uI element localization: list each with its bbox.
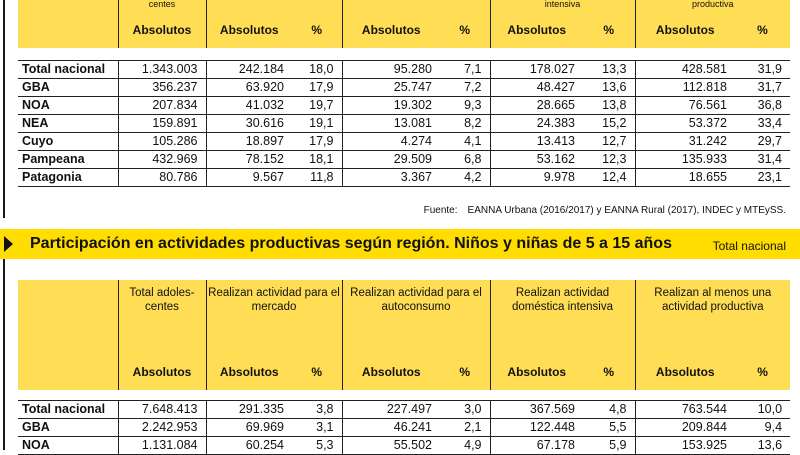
table-cell: 207.834 (118, 96, 206, 114)
column-header: % (735, 354, 790, 390)
table-cell: 13,8 (583, 96, 635, 114)
table-cell: 31,4 (735, 150, 790, 168)
top-data-table (18, 0, 790, 187)
table-cell: 432.969 (118, 150, 206, 168)
table-cell: 31.242 (635, 132, 735, 150)
table-cell: 12,4 (583, 168, 635, 186)
table-cell: 5,3 (292, 436, 342, 454)
column-header: Absolutos (635, 12, 735, 48)
column-header: Absolutos (342, 354, 440, 390)
table-cell: 18,1 (292, 150, 342, 168)
table-cell: 291.335 (206, 400, 292, 418)
row-label: GBA (18, 418, 118, 436)
table-cell: 48.427 (490, 78, 583, 96)
table-cell: 17,9 (292, 78, 342, 96)
table-cell: 53.162 (490, 150, 583, 168)
row-label: Total nacional (18, 60, 118, 78)
table-cell: 12,7 (583, 132, 635, 150)
column-header: Absolutos (118, 12, 206, 48)
table-cell: 112.818 (635, 78, 735, 96)
table-cell: 28.665 (490, 96, 583, 114)
table-cell: 29,7 (735, 132, 790, 150)
table-cell: 3,1 (292, 418, 342, 436)
table-cell: 12,3 (583, 150, 635, 168)
source-label: Fuente: (423, 205, 458, 216)
table-cell: 5,5 (583, 418, 635, 436)
table-cell: 25.747 (342, 78, 440, 96)
table-cell: 356.237 (118, 78, 206, 96)
table-cell: 4,8 (583, 400, 635, 418)
table-cell: 15,2 (583, 114, 635, 132)
table-cell: 55.502 (342, 436, 440, 454)
table-cell: 2,1 (440, 418, 490, 436)
table-cell: 367.569 (490, 400, 583, 418)
column-header: Absolutos (118, 354, 206, 390)
column-header: % (292, 12, 342, 48)
table-cell: 122.448 (490, 418, 583, 436)
table-cell: 41.032 (206, 96, 292, 114)
source-text: EANNA Urbana (2016/2017) y EANNA Rural (2017), INDEC y MTEySS. (467, 205, 786, 216)
table-cell: 105.286 (118, 132, 206, 150)
table-cell: 153.925 (635, 436, 735, 454)
group-header: Realizan actividad doméstica intensiva (490, 280, 635, 354)
section-title: Participación en actividades productivas según región. Niños y niñas de 5 a 15 años (30, 235, 672, 252)
table-cell: 30.616 (206, 114, 292, 132)
group-header: Realizan actividad para el autoconsumo (342, 280, 490, 354)
table-cell: 18.655 (635, 168, 735, 186)
table-cell: 19,7 (292, 96, 342, 114)
table-cell: 17,9 (292, 132, 342, 150)
column-header: % (292, 354, 342, 390)
table-row (18, 114, 790, 132)
table-cell: 13,6 (735, 436, 790, 454)
table-cell: 18.897 (206, 132, 292, 150)
table-cell: 67.178 (490, 436, 583, 454)
table-row (18, 132, 790, 150)
table-cell: 24.383 (490, 114, 583, 132)
table-row (18, 436, 790, 454)
table-cell: 6,8 (440, 150, 490, 168)
column-header: % (583, 354, 635, 390)
table-cell: 4,1 (440, 132, 490, 150)
table-cell: 3,0 (440, 400, 490, 418)
row-label: Patagonia (18, 168, 118, 186)
table-cell: 69.969 (206, 418, 292, 436)
table-cell: 13.413 (490, 132, 583, 150)
row-label: NOA (18, 436, 118, 454)
table-cell: 76.561 (635, 96, 735, 114)
source-note (424, 205, 786, 216)
table-cell: 1.131.084 (118, 436, 206, 454)
table-cell: 9,4 (735, 418, 790, 436)
bottom-data-table (18, 280, 790, 455)
table-cell: 31,7 (735, 78, 790, 96)
table-cell: 53.372 (635, 114, 735, 132)
table-row (18, 400, 790, 418)
table-cell: 242.184 (206, 60, 292, 78)
table-cell: 7,1 (440, 60, 490, 78)
table-cell: 2.242.953 (118, 418, 206, 436)
row-label: Pampeana (18, 150, 118, 168)
table-cell: 3.367 (342, 168, 440, 186)
column-header: Absolutos (635, 354, 735, 390)
table-cell: 23,1 (735, 168, 790, 186)
table-row (18, 418, 790, 436)
table-cell: 10,0 (735, 400, 790, 418)
group-header-fragment: centes (118, 0, 206, 12)
table-cell: 4.274 (342, 132, 440, 150)
table-cell: 29.509 (342, 150, 440, 168)
table-row (18, 150, 790, 168)
table-cell: 95.280 (342, 60, 440, 78)
left-rule (3, 0, 5, 218)
table-cell: 9.567 (206, 168, 292, 186)
table-cell: 31,9 (735, 60, 790, 78)
table-cell: 1.343.003 (118, 60, 206, 78)
table-cell: 33,4 (735, 114, 790, 132)
table-cell: 11,8 (292, 168, 342, 186)
group-header: Realizan al menos una actividad productiva (635, 280, 790, 354)
arrow-icon (4, 236, 13, 252)
table-cell: 46.241 (342, 418, 440, 436)
table-cell: 428.581 (635, 60, 735, 78)
table-cell: 9,3 (440, 96, 490, 114)
column-header: Absolutos (206, 354, 292, 390)
table-cell: 63.920 (206, 78, 292, 96)
table-cell: 5,9 (583, 436, 635, 454)
table-cell: 209.844 (635, 418, 735, 436)
table-cell: 763.544 (635, 400, 735, 418)
group-header: Total adoles- centes (118, 280, 206, 354)
table-cell: 4,9 (440, 436, 490, 454)
table-cell: 13,3 (583, 60, 635, 78)
column-header: % (735, 12, 790, 48)
table-row (18, 78, 790, 96)
table-cell: 36,8 (735, 96, 790, 114)
table-cell: 7.648.413 (118, 400, 206, 418)
table-cell: 80.786 (118, 168, 206, 186)
column-header: Absolutos (342, 12, 440, 48)
row-label: GBA (18, 78, 118, 96)
table-cell: 4,2 (440, 168, 490, 186)
table-cell: 13.081 (342, 114, 440, 132)
table-cell: 9.978 (490, 168, 583, 186)
table-cell: 19,1 (292, 114, 342, 132)
left-rule (3, 258, 5, 450)
column-header: % (440, 12, 490, 48)
table-cell: 3,8 (292, 400, 342, 418)
column-header: Absolutos (490, 12, 583, 48)
column-header: % (583, 12, 635, 48)
row-label: Total nacional (18, 400, 118, 418)
table-cell: 13,6 (583, 78, 635, 96)
row-label: Cuyo (18, 132, 118, 150)
group-header-fragment: productiva (635, 0, 790, 12)
table-row (18, 60, 790, 78)
column-header: % (440, 354, 490, 390)
column-header: Absolutos (490, 354, 583, 390)
group-header-fragment: intensiva (490, 0, 635, 12)
table-cell: 7,2 (440, 78, 490, 96)
table-cell: 227.497 (342, 400, 440, 418)
table-cell: 78.152 (206, 150, 292, 168)
section-scope: Total nacional (712, 239, 786, 253)
column-header: Absolutos (206, 12, 292, 48)
table-cell: 8,2 (440, 114, 490, 132)
table-cell: 60.254 (206, 436, 292, 454)
table-cell: 178.027 (490, 60, 583, 78)
table-cell: 159.891 (118, 114, 206, 132)
table-row (18, 96, 790, 114)
table-row (18, 168, 790, 186)
table-cell: 18,0 (292, 60, 342, 78)
row-label: NEA (18, 114, 118, 132)
row-label: NOA (18, 96, 118, 114)
group-header: Realizan actividad para el mercado (206, 280, 342, 354)
table-cell: 19.302 (342, 96, 440, 114)
table-cell: 135.933 (635, 150, 735, 168)
